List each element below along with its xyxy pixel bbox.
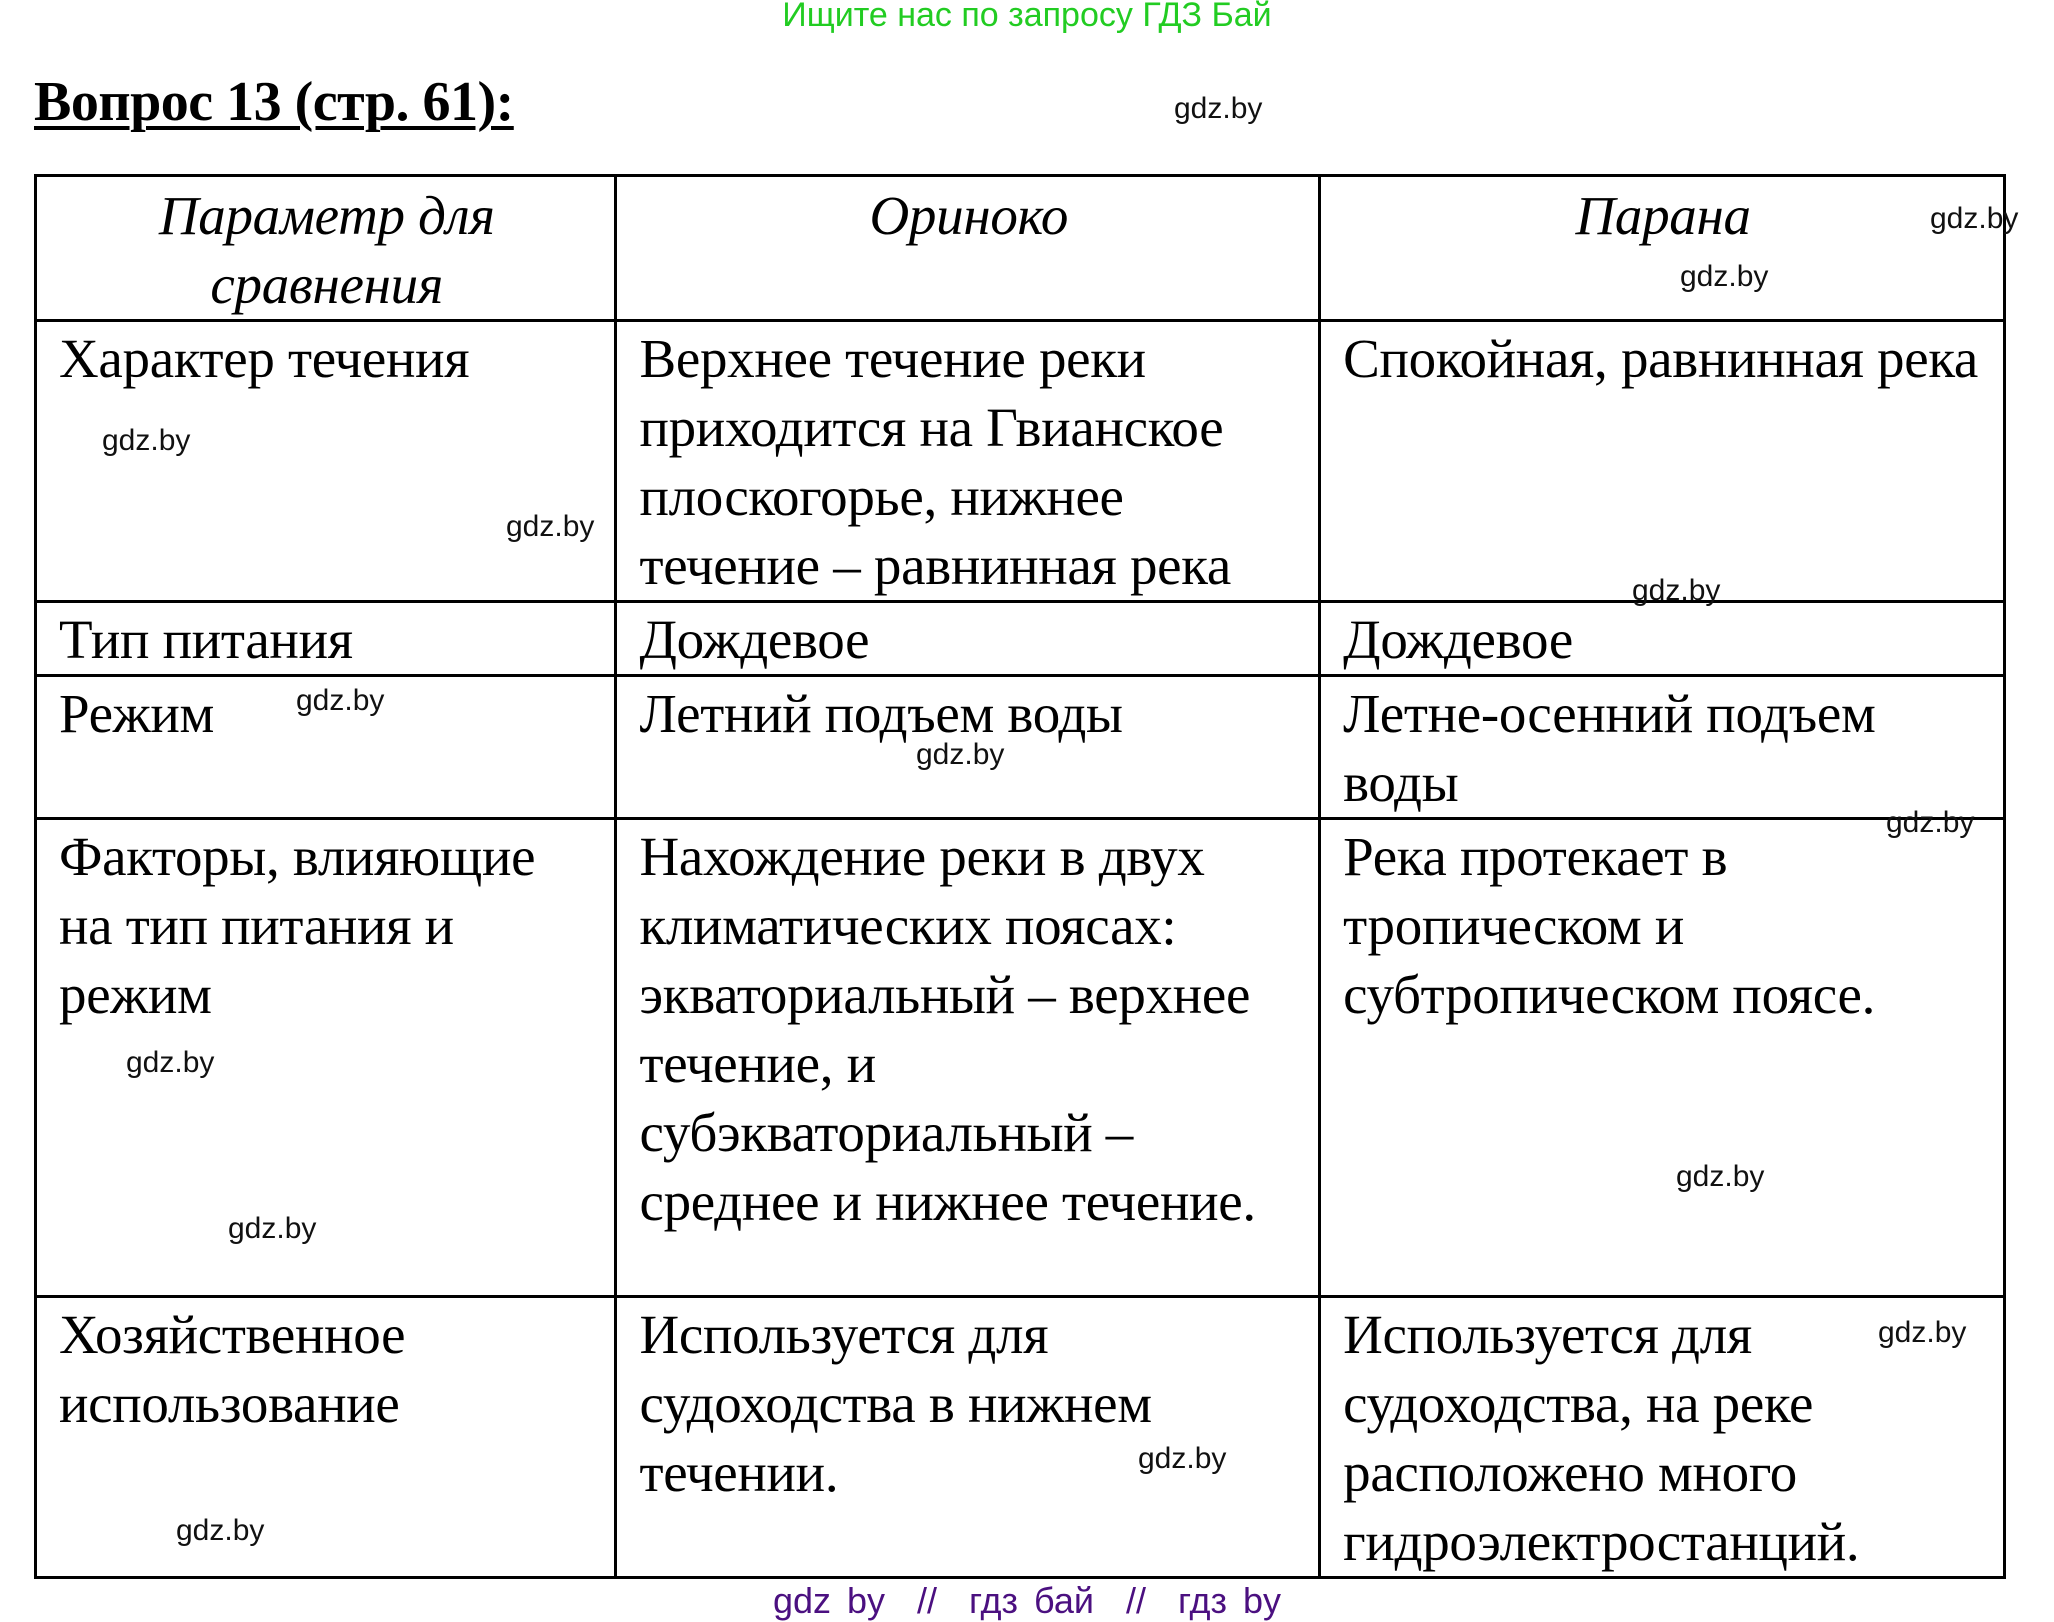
page-title: Вопрос 13 (стр. 61): [34,71,514,133]
table-cell: Режим [36,676,616,819]
table-cell: Река протекает в тропическом и субтропическом поясе. [1320,819,2005,1297]
table-cell: Летне-осенний подъем воды [1320,676,2005,819]
table-cell: Дождевое [1320,602,2005,676]
table-cell: Тип питания [36,602,616,676]
table-cell: Дождевое [616,602,1320,676]
table-cell: Характер течения [36,321,616,602]
table-row [36,1297,2005,1578]
watermark: gdz.by [506,510,595,543]
header-parana: Парана [1320,176,2005,321]
table-cell: Нахождение реки в двух климатических поясах: экваториальный – верхнее течение, и субэкваториальный – среднее и нижнее течение. [616,819,1320,1297]
watermark: gdz.by [1632,574,1721,607]
watermark: gdz.by [1878,1316,1967,1349]
watermark: gdz.by [1886,806,1975,839]
table-row [36,321,2005,602]
search-banner: Ищите нас по запросу ГДЗ Бай [782,0,1272,34]
table-row [36,602,2005,676]
table-cell: Факторы, влияющие на тип питания и режим [36,819,616,1297]
comparison-table [34,174,2006,1579]
watermark: gdz.by [1680,260,1769,293]
header-orinoco: Ориноко [616,176,1320,321]
table-header-row [36,176,2005,321]
watermark: gdz.by [1930,202,2019,235]
table-cell: Верхнее течение реки приходится на Гвианское плоскогорье, нижнее течение – равнинная река [616,321,1320,602]
watermark: gdz.by [1174,92,1263,125]
watermark: gdz.by [126,1046,215,1079]
table-row [36,819,2005,1297]
table-cell: Используется для судоходства в нижнем течении. [616,1297,1320,1578]
table-cell: Спокойная, равнинная река [1320,321,2005,602]
table-cell: Хозяйственное использование [36,1297,616,1578]
header-parameter: Параметр для сравнения [36,176,616,321]
watermark: gdz.by [296,684,385,717]
watermark: gdz.by [916,738,1005,771]
watermark: gdz.by [228,1212,317,1245]
table-cell: Используется для судоходства, на реке расположено много гидроэлектростанций. [1320,1297,2005,1578]
watermark: gdz.by [1138,1442,1227,1475]
table-cell: Летний подъем воды [616,676,1320,819]
footer-links: gdz by // гдз бай // гдз by [772,1580,1282,1621]
watermark: gdz.by [102,424,191,457]
watermark: gdz.by [176,1514,265,1547]
watermark: gdz.by [1676,1160,1765,1193]
